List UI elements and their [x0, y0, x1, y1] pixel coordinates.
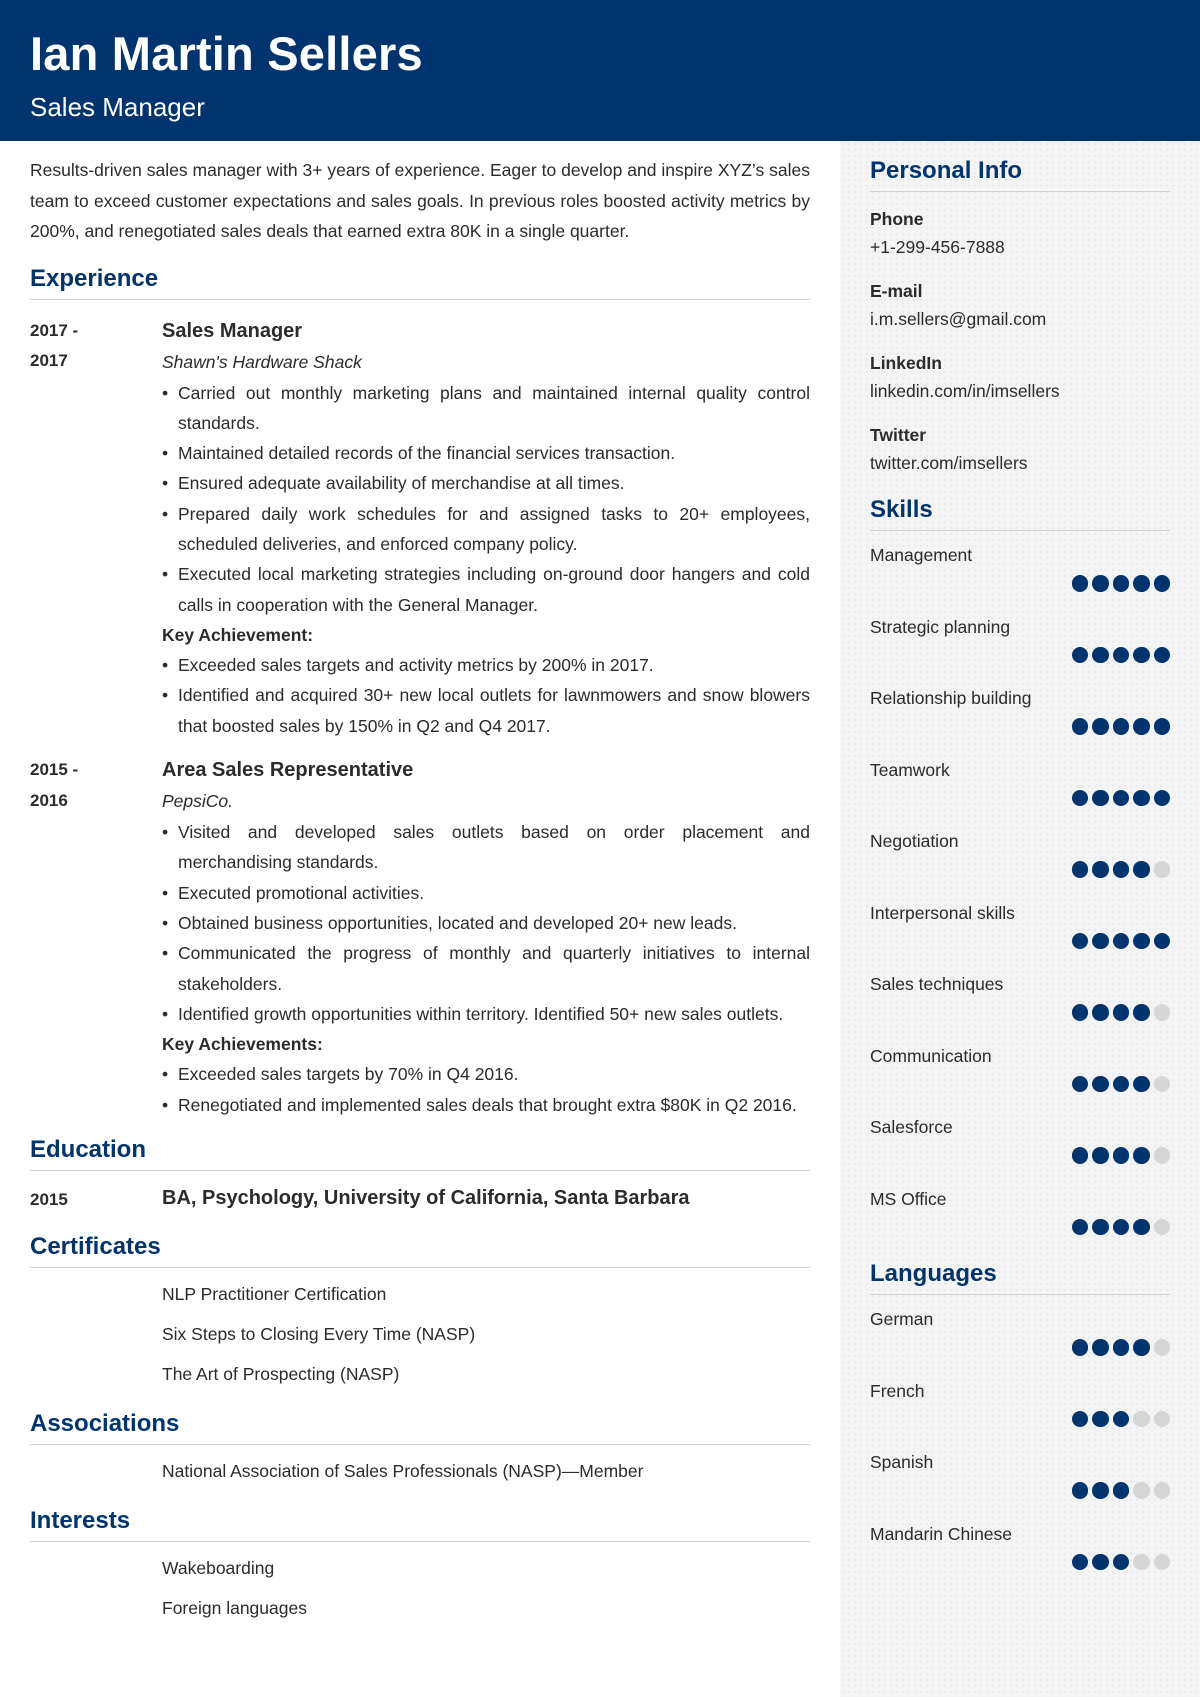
rating-dot-filled — [1133, 1076, 1150, 1093]
rating-dot-filled — [1072, 1147, 1089, 1164]
achievements-label: Key Achievement: — [162, 624, 314, 645]
language-item-label: Spanish — [870, 1452, 934, 1472]
skill-item-label: Interpersonal skills — [870, 902, 1015, 923]
skill-item — [870, 817, 1170, 889]
rating-dot-filled — [1113, 718, 1130, 735]
rating-dot-filled — [1113, 1554, 1130, 1571]
rating-dot-filled — [1133, 1004, 1150, 1021]
education-list — [30, 1183, 810, 1217]
responsibility-item: • Prepared daily work schedules for and assigned tasks to 20+ employees, scheduled deliveries, and enforced company policy. — [162, 499, 810, 560]
experience-dates — [30, 316, 162, 742]
rating-dot-filled — [1154, 575, 1171, 592]
rating-dot-filled — [1092, 1147, 1109, 1164]
rating-dot-filled — [1113, 1482, 1130, 1499]
responsibility-item: • Ensured adequate availability of merchandise at all times. — [162, 468, 810, 498]
rating-dot-filled — [1092, 861, 1109, 878]
rating-dot-filled — [1113, 1004, 1130, 1021]
date-end: 2016 — [30, 790, 68, 810]
rating-dot-filled — [1113, 861, 1130, 878]
rating-dot-empty — [1154, 1147, 1171, 1164]
skill-item — [870, 1103, 1170, 1175]
responsibility-item: • Maintained detailed records of the financial services transaction. — [162, 438, 810, 468]
experience-title: Experience — [30, 265, 810, 300]
personal-info-list — [870, 206, 1170, 478]
rating-dot-empty — [1154, 1219, 1171, 1236]
rating-dot-filled — [1133, 933, 1150, 950]
rating-dot-filled — [1092, 1076, 1109, 1093]
sidebar — [840, 141, 1200, 1697]
main-content — [30, 141, 810, 1628]
rating-dot-filled — [1133, 647, 1150, 664]
info-label: Twitter — [870, 425, 927, 445]
skill-item-label: Negotiation — [870, 831, 959, 851]
language-item — [870, 1510, 1170, 1582]
rating-dot-filled — [1072, 861, 1089, 878]
education-title: Education — [30, 1136, 810, 1171]
experience-body — [162, 316, 810, 742]
skills-title: Skills — [870, 496, 1170, 531]
certificate-item: Six Steps to Closing Every Time (NASP) — [162, 1324, 476, 1345]
date-start: 2015 - — [30, 760, 79, 780]
experience-list — [30, 316, 810, 1121]
company-name: Shawn's Hardware Shack — [162, 351, 362, 372]
rating-dot-filled — [1092, 1554, 1109, 1571]
rating-dot-empty — [1133, 1482, 1150, 1499]
skill-item-label: MS Office — [870, 1188, 947, 1209]
language-item-label: German — [870, 1309, 934, 1329]
rating-dot-filled — [1072, 718, 1089, 735]
skill-item — [870, 674, 1170, 746]
certificates-title: Certificates — [30, 1233, 810, 1268]
skill-item-label: Strategic planning — [870, 616, 1011, 637]
skill-item-label: Sales techniques — [870, 974, 1004, 994]
responsibilities-list — [162, 817, 810, 1029]
rating-dot-filled — [1113, 1076, 1130, 1093]
certificates-section — [30, 1233, 810, 1394]
rating-dot-filled — [1072, 790, 1089, 807]
rating-dot-filled — [1092, 575, 1109, 592]
associations-title: Associations — [30, 1410, 810, 1445]
rating-dots — [1072, 1482, 1171, 1499]
responsibility-item: • Carried out monthly marketing plans and maintained internal quality control standards. — [162, 378, 810, 439]
rating-dot-filled — [1092, 718, 1109, 735]
info-value: linkedin.com/in/imsellers — [870, 381, 1060, 401]
education-degree: BA, Psychology, University of California, Santa Barbara — [162, 1187, 690, 1210]
job-title: Sales Manager — [162, 319, 303, 342]
achievement-item: • Exceeded sales targets and activity metrics by 200% in 2017. — [162, 650, 810, 680]
skill-item — [870, 889, 1170, 961]
responsibility-item: • Executed local marketing strategies including on-ground door hangers and cold calls in cooperation with the General Manager. — [162, 559, 810, 620]
achievement-item: • Exceeded sales targets by 70% in Q4 2016. — [162, 1059, 810, 1089]
certificates-list — [30, 1274, 810, 1394]
education-section — [30, 1136, 810, 1217]
rating-dot-filled — [1072, 1554, 1089, 1571]
rating-dots — [1072, 1219, 1171, 1236]
rating-dot-filled — [1072, 1482, 1089, 1499]
education-year: 2015 — [30, 1190, 68, 1210]
experience-body — [162, 755, 810, 1120]
rating-dot-empty — [1154, 1554, 1171, 1571]
rating-dots — [1072, 647, 1171, 664]
interest-item: Wakeboarding — [162, 1558, 275, 1579]
rating-dot-filled — [1092, 1339, 1109, 1356]
rating-dot-filled — [1154, 718, 1171, 735]
rating-dot-filled — [1113, 1411, 1130, 1428]
rating-dot-empty — [1154, 1411, 1171, 1428]
rating-dot-filled — [1154, 933, 1171, 950]
date-end: 2017 — [30, 351, 68, 370]
associations-section — [30, 1410, 810, 1491]
rating-dot-filled — [1092, 790, 1109, 807]
certificate-item: NLP Practitioner Certification — [162, 1284, 387, 1305]
rating-dot-filled — [1113, 790, 1130, 807]
association-item: National Association of Sales Professionals (NASP)—Member — [162, 1461, 644, 1482]
job-title: Area Sales Representative — [162, 759, 414, 782]
rating-dot-filled — [1072, 1076, 1089, 1093]
skill-item — [870, 531, 1170, 603]
interests-section — [30, 1507, 810, 1628]
skill-item — [870, 1175, 1170, 1247]
associations-list — [30, 1451, 810, 1491]
rating-dots — [1072, 718, 1171, 735]
responsibility-item: • Communicated the progress of monthly and quarterly initiatives to internal stakeholders. — [162, 938, 810, 999]
skill-item-label: Communication — [870, 1045, 992, 1066]
rating-dot-empty — [1154, 1076, 1171, 1093]
summary: Results-driven sales manager with 3+ years of experience. Eager to develop and inspire XYZ’s sales team to exceed customer expectations and sales goals. In previous roles boosted activity metrics by 200%, and renegotiated sales deals that earned extra 80K in a single quarter. — [30, 160, 810, 241]
rating-dot-filled — [1092, 1482, 1109, 1499]
rating-dot-empty — [1133, 1554, 1150, 1571]
info-label: E-mail — [870, 281, 923, 301]
education-entry — [30, 1183, 810, 1217]
rating-dot-empty — [1154, 1004, 1171, 1021]
rating-dot-empty — [1154, 1339, 1171, 1356]
achievements-list — [162, 1059, 810, 1120]
rating-dot-filled — [1092, 933, 1109, 950]
skills-list — [870, 531, 1170, 1246]
rating-dot-empty — [1154, 861, 1171, 878]
skill-item — [870, 1032, 1170, 1104]
candidate-title: Sales Manager — [30, 92, 205, 122]
rating-dot-empty — [1154, 1482, 1171, 1499]
rating-dots — [1072, 1147, 1171, 1164]
rating-dot-filled — [1113, 933, 1130, 950]
rating-dot-filled — [1113, 1339, 1130, 1356]
achievement-item: • Renegotiated and implemented sales deals that brought extra $80K in Q2 2016. — [162, 1090, 810, 1120]
interest-item: Foreign languages — [162, 1598, 307, 1619]
info-value: +1-299-456-7888 — [870, 237, 1005, 257]
rating-dot-filled — [1092, 1411, 1109, 1428]
rating-dot-filled — [1133, 718, 1150, 735]
skill-item — [870, 960, 1170, 1032]
achievements-list — [162, 650, 810, 741]
experience-entry — [30, 316, 810, 742]
skill-item-label: Management — [870, 545, 973, 565]
language-item — [870, 1295, 1170, 1367]
achievement-item: • Identified and acquired 30+ new local outlets for lawnmowers and snow blowers that boosted sales by 150% in Q2 and Q4 2017. — [162, 680, 810, 741]
info-value: i.m.sellers@gmail.com — [870, 309, 1047, 329]
skill-item-label: Teamwork — [870, 759, 950, 780]
rating-dot-filled — [1113, 647, 1130, 664]
skill-item-label: Relationship building — [870, 688, 1032, 708]
certificate-item: The Art of Prospecting (NASP) — [162, 1364, 400, 1385]
rating-dots — [1072, 1339, 1171, 1356]
skill-item — [870, 746, 1170, 818]
rating-dot-filled — [1072, 647, 1089, 664]
rating-dot-filled — [1133, 1339, 1150, 1356]
languages-list — [870, 1295, 1170, 1581]
rating-dots — [1072, 1076, 1171, 1093]
rating-dots — [1072, 933, 1171, 950]
rating-dot-filled — [1133, 861, 1150, 878]
rating-dot-filled — [1092, 1219, 1109, 1236]
rating-dot-filled — [1072, 1411, 1089, 1428]
rating-dot-filled — [1072, 1339, 1089, 1356]
rating-dot-filled — [1072, 575, 1089, 592]
skill-item — [870, 603, 1170, 675]
rating-dots — [1072, 790, 1171, 807]
interests-title: Interests — [30, 1507, 810, 1542]
rating-dot-filled — [1092, 1004, 1109, 1021]
achievements-label: Key Achievements: — [162, 1034, 323, 1055]
rating-dot-empty — [1133, 1411, 1150, 1428]
rating-dot-filled — [1154, 790, 1171, 807]
rating-dots — [1072, 575, 1171, 592]
responsibilities-list — [162, 378, 810, 620]
interests-list — [30, 1548, 810, 1628]
rating-dot-filled — [1113, 1219, 1130, 1236]
language-item-label: French — [870, 1380, 925, 1401]
header — [0, 0, 1200, 141]
language-item — [870, 1367, 1170, 1439]
rating-dot-filled — [1072, 1004, 1089, 1021]
experience-entry — [30, 755, 810, 1120]
rating-dot-filled — [1133, 1147, 1150, 1164]
company-name: PepsiCo. — [162, 791, 234, 812]
rating-dot-filled — [1092, 647, 1109, 664]
responsibility-item: • Obtained business opportunities, located and developed 20+ new leads. — [162, 908, 810, 938]
language-item — [870, 1438, 1170, 1510]
experience-section — [30, 265, 810, 1121]
language-item-label: Mandarin Chinese — [870, 1523, 1013, 1544]
responsibility-item: • Identified growth opportunities within territory. Identified 50+ new sales outlets. — [162, 999, 810, 1029]
date-start: 2017 - — [30, 320, 79, 340]
rating-dot-filled — [1133, 1219, 1150, 1236]
info-label: Phone — [870, 209, 924, 229]
responsibility-item: • Executed promotional activities. — [162, 878, 810, 908]
skill-item-label: Salesforce — [870, 1117, 953, 1137]
rating-dots — [1072, 1554, 1171, 1571]
rating-dot-filled — [1113, 575, 1130, 592]
rating-dot-filled — [1154, 647, 1171, 664]
experience-dates — [30, 755, 162, 1120]
info-value: twitter.com/imsellers — [870, 453, 1028, 473]
rating-dot-filled — [1133, 575, 1150, 592]
languages-title: Languages — [870, 1260, 1170, 1295]
rating-dots — [1072, 1004, 1171, 1021]
info-label: LinkedIn — [870, 353, 942, 373]
rating-dots — [1072, 861, 1171, 878]
rating-dot-filled — [1113, 1147, 1130, 1164]
rating-dot-filled — [1072, 933, 1089, 950]
rating-dot-filled — [1133, 790, 1150, 807]
responsibility-item: • Visited and developed sales outlets based on order placement and merchandising standards. — [162, 817, 810, 878]
personal-info-title: Personal Info — [870, 157, 1170, 192]
rating-dots — [1072, 1411, 1171, 1428]
candidate-name: Ian Martin Sellers — [30, 27, 423, 80]
rating-dot-filled — [1072, 1219, 1089, 1236]
